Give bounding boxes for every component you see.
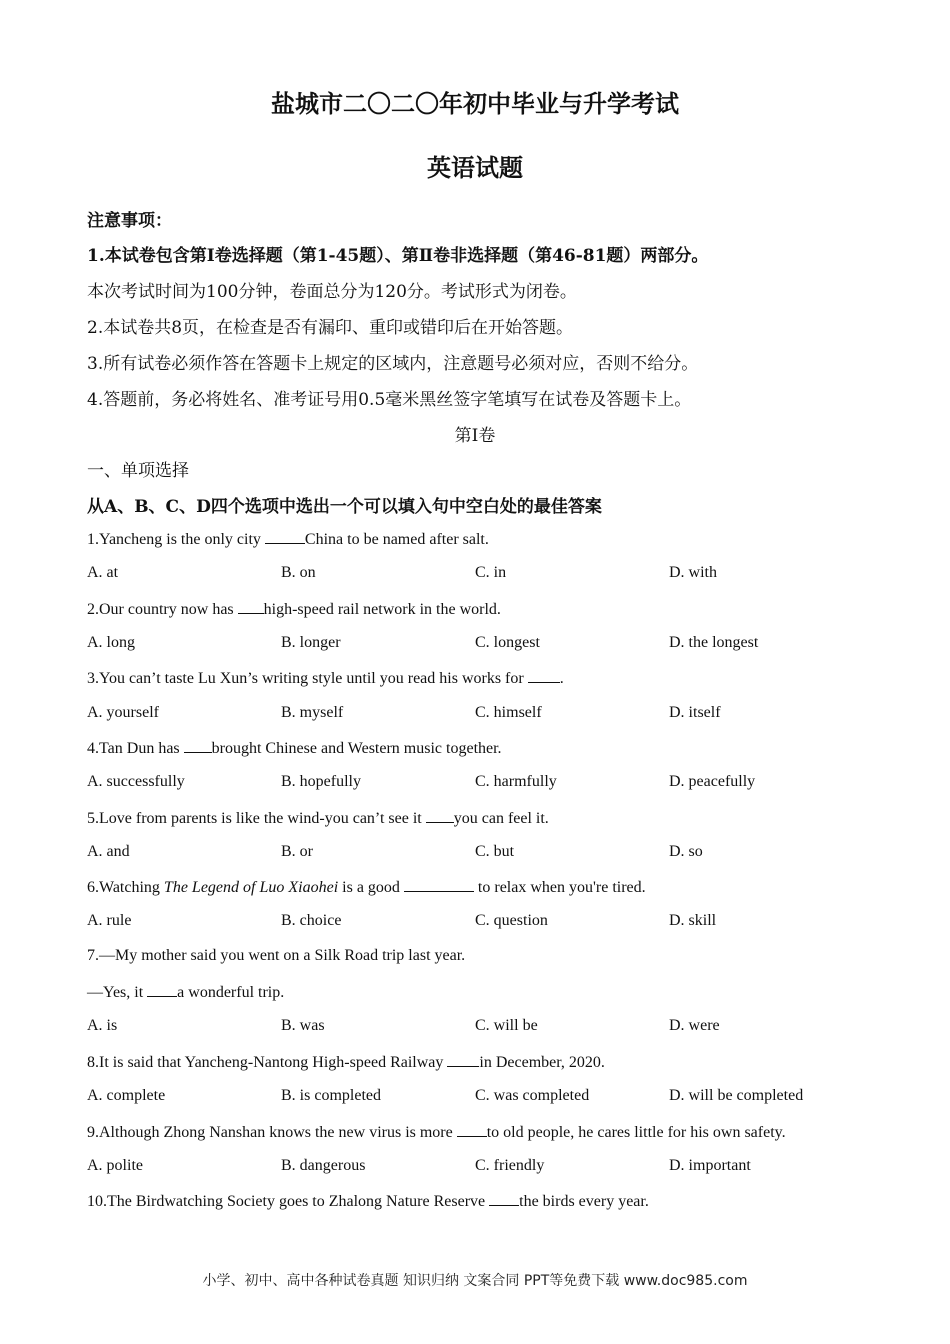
notice-item-3: 3.所有试卷必须作答在答题卡上规定的区域内，注意题号必须对应，否则不给分。 [87,354,699,374]
answer-blank [238,599,264,614]
answer-blank [447,1052,479,1067]
question-8 [87,1052,605,1072]
option-b: B. or [281,843,313,860]
option-b: B. myself [281,704,344,721]
question-7 [87,982,284,1002]
volume-heading: 第Ⅰ卷 [454,426,496,446]
option-d: D. with [669,564,717,581]
question-text-pre: 3.You can’t taste Lu Xun’s writing style until you read his works for [87,670,528,687]
option-c: C. harmfully [475,773,557,790]
question-5 [87,808,549,828]
option-b: B. on [281,564,316,581]
option-b: B. choice [281,912,342,929]
option-c: C. was completed [475,1087,590,1104]
question-text-post: to old people, he cares little for his own safety. [486,1124,786,1141]
question-text-pre: 4.Tan Dun has [87,740,184,757]
question-text-post: a wonderful trip. [177,984,285,1001]
question-text-post: high-speed rail network in the world. [263,601,501,618]
question-text-post: China to be named after salt. [304,531,489,548]
question-text-pre: 6.Watching [87,879,164,896]
option-d: D. itself [669,704,721,721]
exam-subtitle: 英语试题 [427,153,523,182]
option-a: A. complete [87,1087,166,1104]
question-6 [87,877,646,897]
question-text-post: to relax when you're tired. [473,879,646,896]
option-d: D. skill [669,912,717,929]
option-c: C. friendly [475,1157,545,1174]
option-d: D. peacefully [669,773,756,790]
option-b: B. was [281,1017,325,1034]
question-text-pre: 1.Yancheng is the only city [87,531,265,548]
question-2 [87,599,501,619]
option-c: C. himself [475,704,542,721]
option-a: A. is [87,1017,118,1034]
option-b: B. is completed [281,1087,381,1104]
answer-blank [426,808,454,823]
option-c: C. will be [475,1017,538,1034]
exam-title: 盐城市二〇二〇年初中毕业与升学考试 [271,89,679,118]
question-4 [87,738,502,758]
option-c: C. but [475,843,515,860]
answer-blank [489,1191,519,1206]
question-text-post: brought Chinese and Western music together. [211,740,502,757]
question-text-post: in December, 2020. [479,1054,605,1071]
question-text-post: you can feel it. [453,810,549,827]
answer-blank [265,529,305,544]
option-d: D. the longest [669,634,759,651]
option-b: B. longer [281,634,341,651]
section-instruction: 从A、B、C、D四个选项中选出一个可以填入句中空白处的最佳答案 [87,497,602,517]
option-a: A. yourself [87,704,159,721]
answer-blank [404,877,474,892]
question-text-pre: —Yes, it [87,984,148,1001]
notice-item-1b: 本次考试时间为100分钟，卷面总分为120分。考试形式为闭卷。 [87,282,577,302]
answer-blank [147,982,177,997]
question-text-pre: 10.The Birdwatching Society goes to Zhalong Nature Reserve [87,1193,490,1210]
option-d: D. so [669,843,703,860]
option-a: A. polite [87,1157,143,1174]
question-text-mid: is a good [338,879,404,896]
option-c: C. longest [475,634,540,651]
question-9 [87,1122,786,1142]
notice-heading: 注意事项： [87,211,172,231]
option-c: C. question [475,912,548,929]
question-7-line-1: 7.—My mother said you went on a Silk Road trip last year. [87,947,466,964]
book-title: The Legend of Luo Xiaohei [163,879,339,896]
option-d: D. important [669,1157,751,1174]
question-text-pre: 9.Although Zhong Nanshan knows the new virus is more [87,1124,457,1141]
question-1 [87,529,489,549]
notice-item-2: 2.本试卷共8页，在检查是否有漏印、重印或错印后在开始答题。 [87,318,574,338]
question-10 [87,1191,649,1211]
question-text-pre: 5.Love from parents is like the wind-you can’t see it [87,810,426,827]
page-footer: 小学、初中、高中各种试卷真题 知识归纳 文案合同 PPT等免费下载 www.doc985.com [202,1273,748,1289]
option-b: B. hopefully [281,773,361,790]
option-d: D. were [669,1017,720,1034]
answer-blank [184,738,212,753]
question-text-post: the birds every year. [519,1193,649,1210]
question-3 [87,668,564,688]
option-c: C. in [475,564,507,581]
option-a: A. at [87,564,119,581]
option-a: A. long [87,634,135,651]
option-a: A. rule [87,912,132,929]
part-heading: 一、单项选择 [87,461,189,481]
answer-blank [528,668,560,683]
question-text-pre: 2.Our country now has [87,601,238,618]
question-text-pre: 8.It is said that Yancheng-Nantong High-speed Railway [87,1054,448,1071]
question-text-post: . [559,670,564,687]
option-a: A. and [87,843,130,860]
option-b: B. dangerous [281,1157,366,1174]
notice-item-1a: 1.本试卷包含第Ⅰ卷选择题（第1-45题）、第Ⅱ卷非选择题（第46-81题）两部分。 [87,246,709,266]
option-a: A. successfully [87,773,185,790]
option-d: D. will be completed [669,1087,804,1104]
notice-item-4: 4.答题前，务必将姓名、准考证号用0.5毫米黑丝签字笔填写在试卷及答题卡上。 [87,390,692,410]
answer-blank [457,1122,487,1137]
